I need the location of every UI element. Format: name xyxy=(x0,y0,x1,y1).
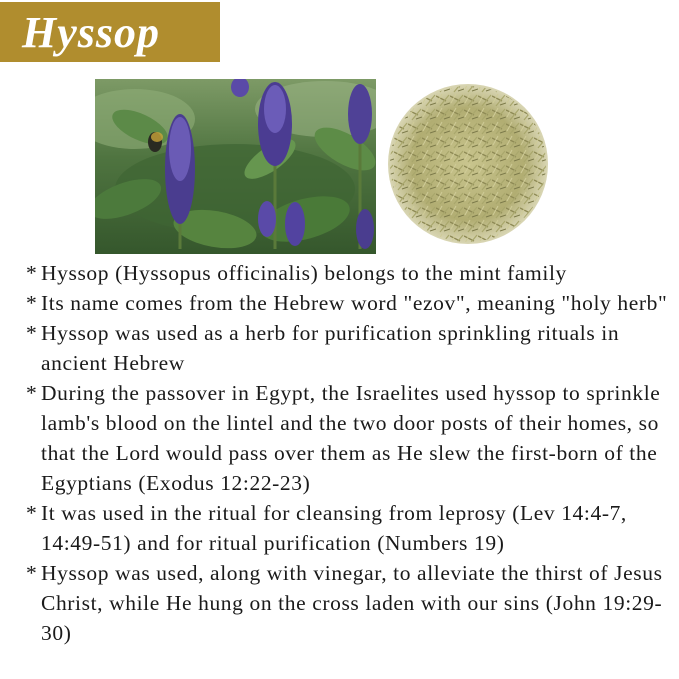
facts-list xyxy=(24,258,674,648)
list-item: * Its name comes from the Hebrew word "ezov", meaning "holy herb" xyxy=(24,288,674,318)
dried-hyssop-pile xyxy=(380,79,556,249)
flower-illustration xyxy=(95,79,376,254)
list-item: * During the passover in Egypt, the Israelites used hyssop to sprinkle lamb's blood on the lintel and the two door posts of their homes, so that the Lord would pass over them as He slew the first-born of the Egyptians (Exodus 12:22-23) xyxy=(24,378,674,498)
list-item: * Hyssop was used as a herb for purification sprinkling rituals in ancient Hebrew xyxy=(24,318,674,378)
list-item: * Hyssop was used, along with vinegar, to alleviate the thirst of Jesus Christ, while He hung on the cross laden with our sins (John 19:29-30) xyxy=(24,558,674,648)
hyssop-flower-photo xyxy=(95,79,376,254)
page-title: Hyssop xyxy=(22,7,160,57)
list-item: * Hyssop (Hyssopus officinalis) belongs to the mint family xyxy=(24,258,674,288)
list-item: * It was used in the ritual for cleansing from leprosy (Lev 14:4-7, 14:49-51) and for ritual purification (Numbers 19) xyxy=(24,498,674,558)
dried-herb-illustration xyxy=(380,79,556,249)
title-banner xyxy=(0,2,220,62)
